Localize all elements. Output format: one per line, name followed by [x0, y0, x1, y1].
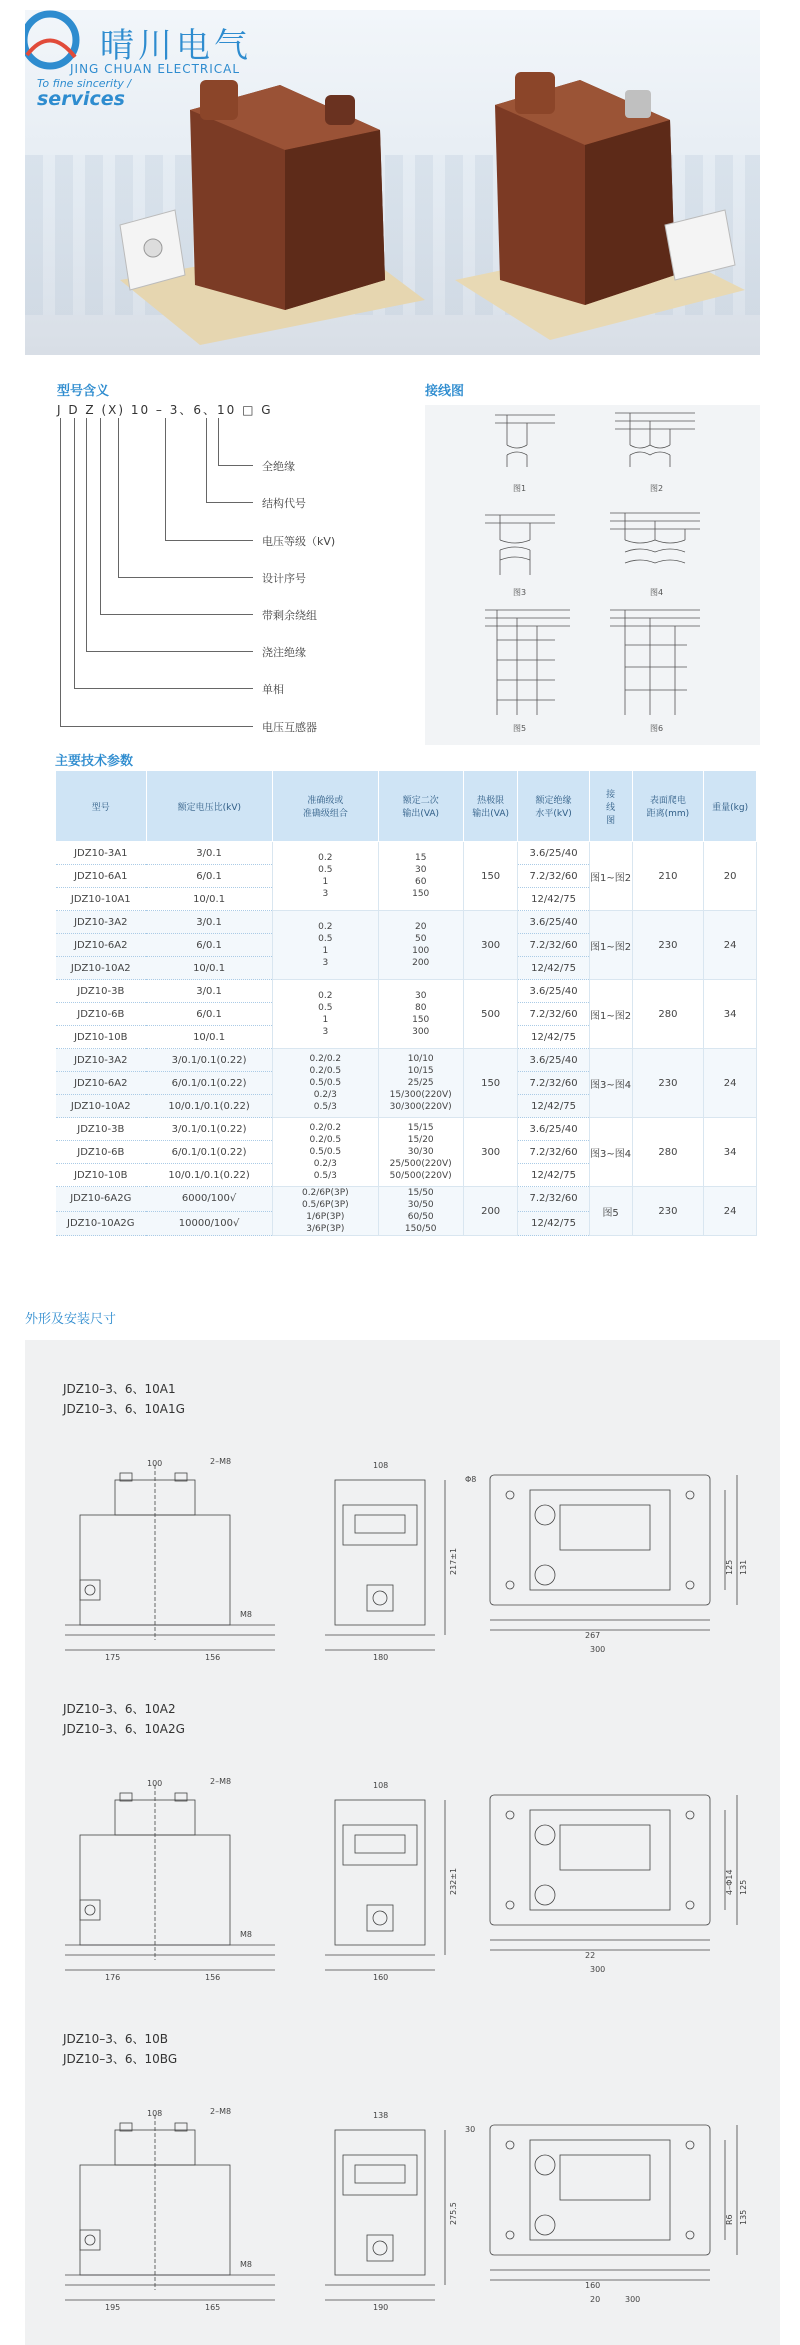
accuracy-value: 0.2/6P(3P): [301, 1188, 349, 1198]
table-row: [56, 1049, 757, 1072]
dimension-label: 156: [205, 1973, 221, 1982]
cell-weight: 34: [704, 1118, 757, 1187]
output-value: 80: [414, 1003, 427, 1013]
cell-model: JDZ10-6A2G: [56, 1187, 147, 1212]
wiring-fig-2: [615, 413, 695, 467]
brand-name-en: JING CHUAN ELECTRICAL: [70, 62, 241, 76]
output-value: 20: [414, 922, 427, 932]
cell-model: JDZ10-3A2: [56, 1049, 147, 1072]
accuracy-value: 0.2: [318, 991, 333, 1001]
cell-model: JDZ10-6A1: [56, 865, 147, 888]
dimension-label: 100: [147, 1459, 163, 1468]
dimension-label: 160: [585, 2281, 601, 2290]
dimension-label: 300: [625, 2295, 641, 2304]
cell-ratio: 6/0.1: [146, 1003, 273, 1026]
wiring-fig-6: [610, 610, 700, 715]
cell-model: JDZ10-10B: [56, 1164, 147, 1187]
wiring-fig-4: [610, 513, 700, 563]
model-item: 带剩余绕组: [262, 609, 317, 622]
accuracy-value: 0.2/0.5: [309, 1066, 342, 1076]
cell-model: JDZ10-6B: [56, 1003, 147, 1026]
dimension-label: 138: [373, 2111, 389, 2120]
cell-weight: 20: [704, 842, 757, 911]
cell-accuracy: [273, 1049, 378, 1118]
wiring-fig-caption: 图4: [650, 588, 664, 597]
drawing-title: JDZ10–3、6、10BG: [63, 2052, 178, 2066]
output-value: 150: [412, 889, 430, 899]
output-value: 10/15: [407, 1066, 434, 1076]
dimension-label: 300: [590, 1645, 606, 1654]
slogan-small: To fine sincerity /: [37, 77, 132, 90]
cell-output: [378, 842, 463, 911]
cell-output: [378, 1187, 463, 1236]
accuracy-value: 0.2/3: [313, 1090, 337, 1100]
cell-output: [378, 911, 463, 980]
model-item: 电压等级（kV): [262, 535, 336, 548]
output-value: 10/10: [407, 1054, 434, 1064]
cell-insulation: 7.2/32/60: [518, 1003, 589, 1026]
dimension-label: 160: [373, 1973, 389, 1982]
accuracy-value: 3/6P(3P): [306, 1224, 345, 1234]
cell-thermal: 150: [463, 842, 518, 911]
output-value: 15: [414, 853, 427, 863]
cell-wiring: 图5: [589, 1187, 632, 1236]
model-item: 结构代号: [262, 497, 306, 510]
section-model-meaning: 型号含义: [57, 384, 110, 399]
accuracy-value: 3: [322, 958, 329, 968]
cell-ratio: 6/0.1/0.1(0.22): [146, 1141, 273, 1164]
cell-creepage: 230: [632, 1049, 704, 1118]
cell-insulation: 7.2/32/60: [518, 865, 589, 888]
dimension-label: 195: [105, 2303, 121, 2312]
model-item: 浇注绝缘: [262, 646, 306, 659]
cell-wiring: 图1~图2: [589, 980, 632, 1049]
cell-insulation: 7.2/32/60: [518, 1187, 589, 1212]
cell-model: JDZ10-3A2: [56, 911, 147, 934]
dimension-drawings-panel: [25, 1340, 780, 2345]
wiring-fig-1: [495, 415, 555, 467]
wiring-fig-5: [485, 610, 570, 715]
model-item: 电压互感器: [262, 721, 317, 734]
accuracy-value: 1: [322, 946, 329, 956]
cell-model: JDZ10-3B: [56, 980, 147, 1003]
output-value: 50: [414, 934, 427, 944]
cell-creepage: 210: [632, 842, 704, 911]
dimension-label: 30: [465, 2125, 476, 2134]
cell-output: [378, 1049, 463, 1118]
drawing-title: JDZ10–3、6、10A1: [63, 1382, 176, 1396]
drawing-title: JDZ10–3、6、10A2G: [63, 1722, 185, 1736]
dimension-label: 176: [105, 1973, 121, 1982]
accuracy-value: 0.5: [318, 865, 333, 875]
accuracy-value: 0.5/3: [313, 1102, 337, 1112]
dimension-label: 175: [105, 1653, 121, 1662]
cell-creepage: 280: [632, 1118, 704, 1187]
col-header: 额定绝缘 水平(kV): [518, 771, 589, 842]
cell-accuracy: [273, 1118, 378, 1187]
dimension-label: 125: [739, 1879, 748, 1895]
cell-weight: 24: [704, 1187, 757, 1236]
accuracy-value: 0.5/0.5: [309, 1147, 342, 1157]
accuracy-value: 0.5/6P(3P): [301, 1200, 349, 1210]
dimension-label: 217±1: [449, 1547, 458, 1575]
cell-ratio: 3/0.1: [146, 911, 273, 934]
output-value: 15/15: [407, 1123, 434, 1133]
cell-insulation: 7.2/32/60: [518, 1072, 589, 1095]
dimension-label: 22: [585, 1951, 596, 1960]
cell-insulation: 12/42/75: [518, 1211, 589, 1236]
output-value: 100: [412, 946, 430, 956]
cell-insulation: 7.2/32/60: [518, 1141, 589, 1164]
section-wiring: 接线图: [425, 384, 465, 399]
cell-weight: 24: [704, 911, 757, 980]
cell-insulation: 12/42/75: [518, 1095, 589, 1118]
cell-weight: 24: [704, 1049, 757, 1118]
cell-thermal: 300: [463, 911, 518, 980]
model-item: 设计序号: [262, 572, 306, 585]
output-value: 150/50: [404, 1224, 437, 1234]
col-header: 表面爬电 距离(mm): [632, 771, 704, 842]
dimension-label: 135: [739, 2209, 748, 2225]
wiring-fig-caption: 图3: [513, 588, 527, 597]
transformer-right: [455, 72, 745, 340]
cell-insulation: 3.6/25/40: [518, 980, 589, 1003]
wiring-diagrams: [425, 405, 760, 745]
cell-insulation: 12/42/75: [518, 957, 589, 980]
dimension-label: 100: [147, 1779, 163, 1788]
table-row: [56, 842, 757, 865]
dimension-drawing: [25, 2085, 780, 2335]
cell-model: JDZ10-10A2: [56, 957, 147, 980]
dimension-label: 20: [590, 2295, 601, 2304]
output-value: 30: [414, 865, 427, 875]
table-body: [56, 842, 757, 1236]
table-row: [56, 980, 757, 1003]
wiring-fig-caption: 图1: [513, 484, 527, 493]
dimension-label: Φ8: [465, 1475, 477, 1484]
cell-model: JDZ10-10A2G: [56, 1211, 147, 1236]
cell-ratio: 3/0.1/0.1(0.22): [146, 1118, 273, 1141]
dimension-label: 108: [373, 1461, 389, 1470]
cell-thermal: 150: [463, 1049, 518, 1118]
col-header: 重量(kg): [704, 771, 757, 842]
accuracy-value: 1: [322, 877, 329, 887]
dimension-label: M8: [240, 1930, 252, 1939]
cell-wiring: 图1~图2: [589, 842, 632, 911]
accuracy-value: 0.5/0.5: [309, 1078, 342, 1088]
dimension-label: 131: [739, 1559, 748, 1575]
drawing-title: JDZ10–3、6、10B: [63, 2032, 169, 2046]
cell-output: [378, 980, 463, 1049]
wiring-fig-caption: 图2: [650, 484, 664, 493]
output-value: 25/500(220V): [389, 1159, 452, 1169]
dimension-label: R6: [725, 2214, 734, 2225]
dimension-label: 2–M8: [210, 1457, 232, 1466]
cell-thermal: 300: [463, 1118, 518, 1187]
cell-model: JDZ10-6A2: [56, 934, 147, 957]
cell-insulation: 12/42/75: [518, 888, 589, 911]
cell-creepage: 230: [632, 911, 704, 980]
section-outline: 外形及安装尺寸: [25, 1312, 117, 1327]
accuracy-value: 1: [322, 1015, 329, 1025]
wiring-diagram-panel: [425, 405, 760, 745]
col-header: 额定电压比(kV): [146, 771, 273, 842]
cell-model: JDZ10-3B: [56, 1118, 147, 1141]
hero-banner: [25, 10, 760, 355]
wiring-fig-caption: 图6: [650, 724, 664, 733]
accuracy-value: 0.5/3: [313, 1171, 337, 1181]
dimension-label: 4–Φ14: [725, 1869, 734, 1895]
output-value: 25/25: [407, 1078, 434, 1088]
output-value: 30/300(220V): [389, 1102, 452, 1112]
output-value: 50/500(220V): [389, 1171, 452, 1181]
cell-model: JDZ10-10A2: [56, 1095, 147, 1118]
cell-ratio: 10/0.1: [146, 888, 273, 911]
col-header: 型号: [56, 771, 147, 842]
cell-ratio: 6/0.1: [146, 865, 273, 888]
dimension-label: 180: [373, 1653, 389, 1662]
cell-thermal: 500: [463, 980, 518, 1049]
cell-accuracy: [273, 911, 378, 980]
cell-insulation: 12/42/75: [518, 1026, 589, 1049]
cell-insulation: 3.6/25/40: [518, 911, 589, 934]
cell-ratio: 3/0.1: [146, 980, 273, 1003]
model-code: J D Z (X) 10 – 3、6、10 □ G: [57, 403, 273, 417]
slogan-big: services: [37, 88, 125, 110]
cell-insulation: 12/42/75: [518, 1164, 589, 1187]
dimension-label: 165: [205, 2303, 221, 2312]
cell-ratio: 10/0.1: [146, 1026, 273, 1049]
output-value: 30/50: [407, 1200, 434, 1210]
dimension-label: 156: [205, 1653, 221, 1662]
cell-insulation: 3.6/25/40: [518, 842, 589, 865]
accuracy-value: 3: [322, 1027, 329, 1037]
dimension-label: 267: [585, 1631, 601, 1640]
cell-ratio: 3/0.1: [146, 842, 273, 865]
cell-output: [378, 1118, 463, 1187]
cell-accuracy: [273, 842, 378, 911]
table-row: [56, 1187, 757, 1212]
output-value: 150: [412, 1015, 430, 1025]
output-value: 15/20: [407, 1135, 434, 1145]
dimension-drawing: [25, 1435, 780, 1685]
section-tech-params: 主要技术参数: [55, 754, 134, 769]
cell-model: JDZ10-10A1: [56, 888, 147, 911]
cell-model: JDZ10-3A1: [56, 842, 147, 865]
cell-ratio: 3/0.1/0.1(0.22): [146, 1049, 273, 1072]
cell-model: JDZ10-6A2: [56, 1072, 147, 1095]
col-header: 接 线 图: [589, 771, 632, 842]
drawing-title: JDZ10–3、6、10A2: [63, 1702, 176, 1716]
output-value: 60: [414, 877, 427, 887]
accuracy-value: 0.2/3: [313, 1159, 337, 1169]
cell-ratio: 10000/100√: [146, 1211, 273, 1236]
col-header: 准确级或 准确级组合: [273, 771, 378, 842]
dimension-label: 108: [373, 1781, 389, 1790]
accuracy-value: 0.5: [318, 1003, 333, 1013]
accuracy-value: 3: [322, 889, 329, 899]
accuracy-value: 0.2: [318, 853, 333, 863]
dimension-label: M8: [240, 1610, 252, 1619]
accuracy-value: 0.2/0.2: [309, 1123, 342, 1133]
dimension-label: 275.5: [449, 2202, 458, 2225]
dimension-label: 2–M8: [210, 2107, 232, 2116]
accuracy-value: 0.2/0.2: [309, 1054, 342, 1064]
dimension-label: 2–M8: [210, 1777, 232, 1786]
cell-ratio: 6/0.1: [146, 934, 273, 957]
col-header: 热极限 输出(VA): [463, 771, 518, 842]
wiring-fig-caption: 图5: [513, 724, 527, 733]
dimension-drawing: [25, 1755, 780, 2005]
cell-thermal: 200: [463, 1187, 518, 1236]
table-row: [56, 1118, 757, 1141]
tech-params-table: [55, 770, 757, 1236]
cell-wiring: 图3~图4: [589, 1049, 632, 1118]
model-item: 单相: [262, 683, 284, 696]
cell-insulation: 3.6/25/40: [518, 1118, 589, 1141]
cell-insulation: 7.2/32/60: [518, 934, 589, 957]
cell-model: JDZ10-10B: [56, 1026, 147, 1049]
transformer-left: [120, 80, 425, 345]
dimension-label: 108: [147, 2109, 163, 2118]
table-row: [56, 911, 757, 934]
cell-wiring: 图3~图4: [589, 1118, 632, 1187]
cell-ratio: 10/0.1/0.1(0.22): [146, 1095, 273, 1118]
cell-creepage: 280: [632, 980, 704, 1049]
dimension-label: 190: [373, 2303, 389, 2312]
cell-weight: 34: [704, 980, 757, 1049]
accuracy-value: 0.5: [318, 934, 333, 944]
cell-wiring: 图1~图2: [589, 911, 632, 980]
model-item: 全绝缘: [262, 460, 295, 473]
wiring-fig-3: [485, 515, 555, 575]
brand-name-cn: 晴川电气: [100, 26, 252, 66]
accuracy-value: 0.2/0.5: [309, 1135, 342, 1145]
cell-ratio: 10/0.1/0.1(0.22): [146, 1164, 273, 1187]
drawing-title: JDZ10–3、6、10A1G: [63, 1402, 185, 1416]
dimension-label: 232±1: [449, 1867, 458, 1895]
output-value: 30: [414, 991, 427, 1001]
cell-creepage: 230: [632, 1187, 704, 1236]
cell-accuracy: [273, 1187, 378, 1236]
accuracy-value: 0.2: [318, 922, 333, 932]
table-header-row: [56, 771, 757, 842]
output-value: 60/50: [407, 1212, 434, 1222]
output-value: 15/300(220V): [389, 1090, 452, 1100]
output-value: 300: [412, 1027, 430, 1037]
cell-accuracy: [273, 980, 378, 1049]
output-value: 15/50: [407, 1188, 434, 1198]
dimension-label: 125: [725, 1559, 734, 1575]
dimension-label: M8: [240, 2260, 252, 2269]
dimension-label: 300: [590, 1965, 606, 1974]
output-value: 200: [412, 958, 430, 968]
cell-ratio: 10/0.1: [146, 957, 273, 980]
cell-insulation: 3.6/25/40: [518, 1049, 589, 1072]
cell-model: JDZ10-6B: [56, 1141, 147, 1164]
output-value: 30/30: [407, 1147, 434, 1157]
accuracy-value: 1/6P(3P): [306, 1212, 345, 1222]
cell-ratio: 6000/100√: [146, 1187, 273, 1212]
cell-ratio: 6/0.1/0.1(0.22): [146, 1072, 273, 1095]
col-header: 额定二次 输出(VA): [378, 771, 463, 842]
